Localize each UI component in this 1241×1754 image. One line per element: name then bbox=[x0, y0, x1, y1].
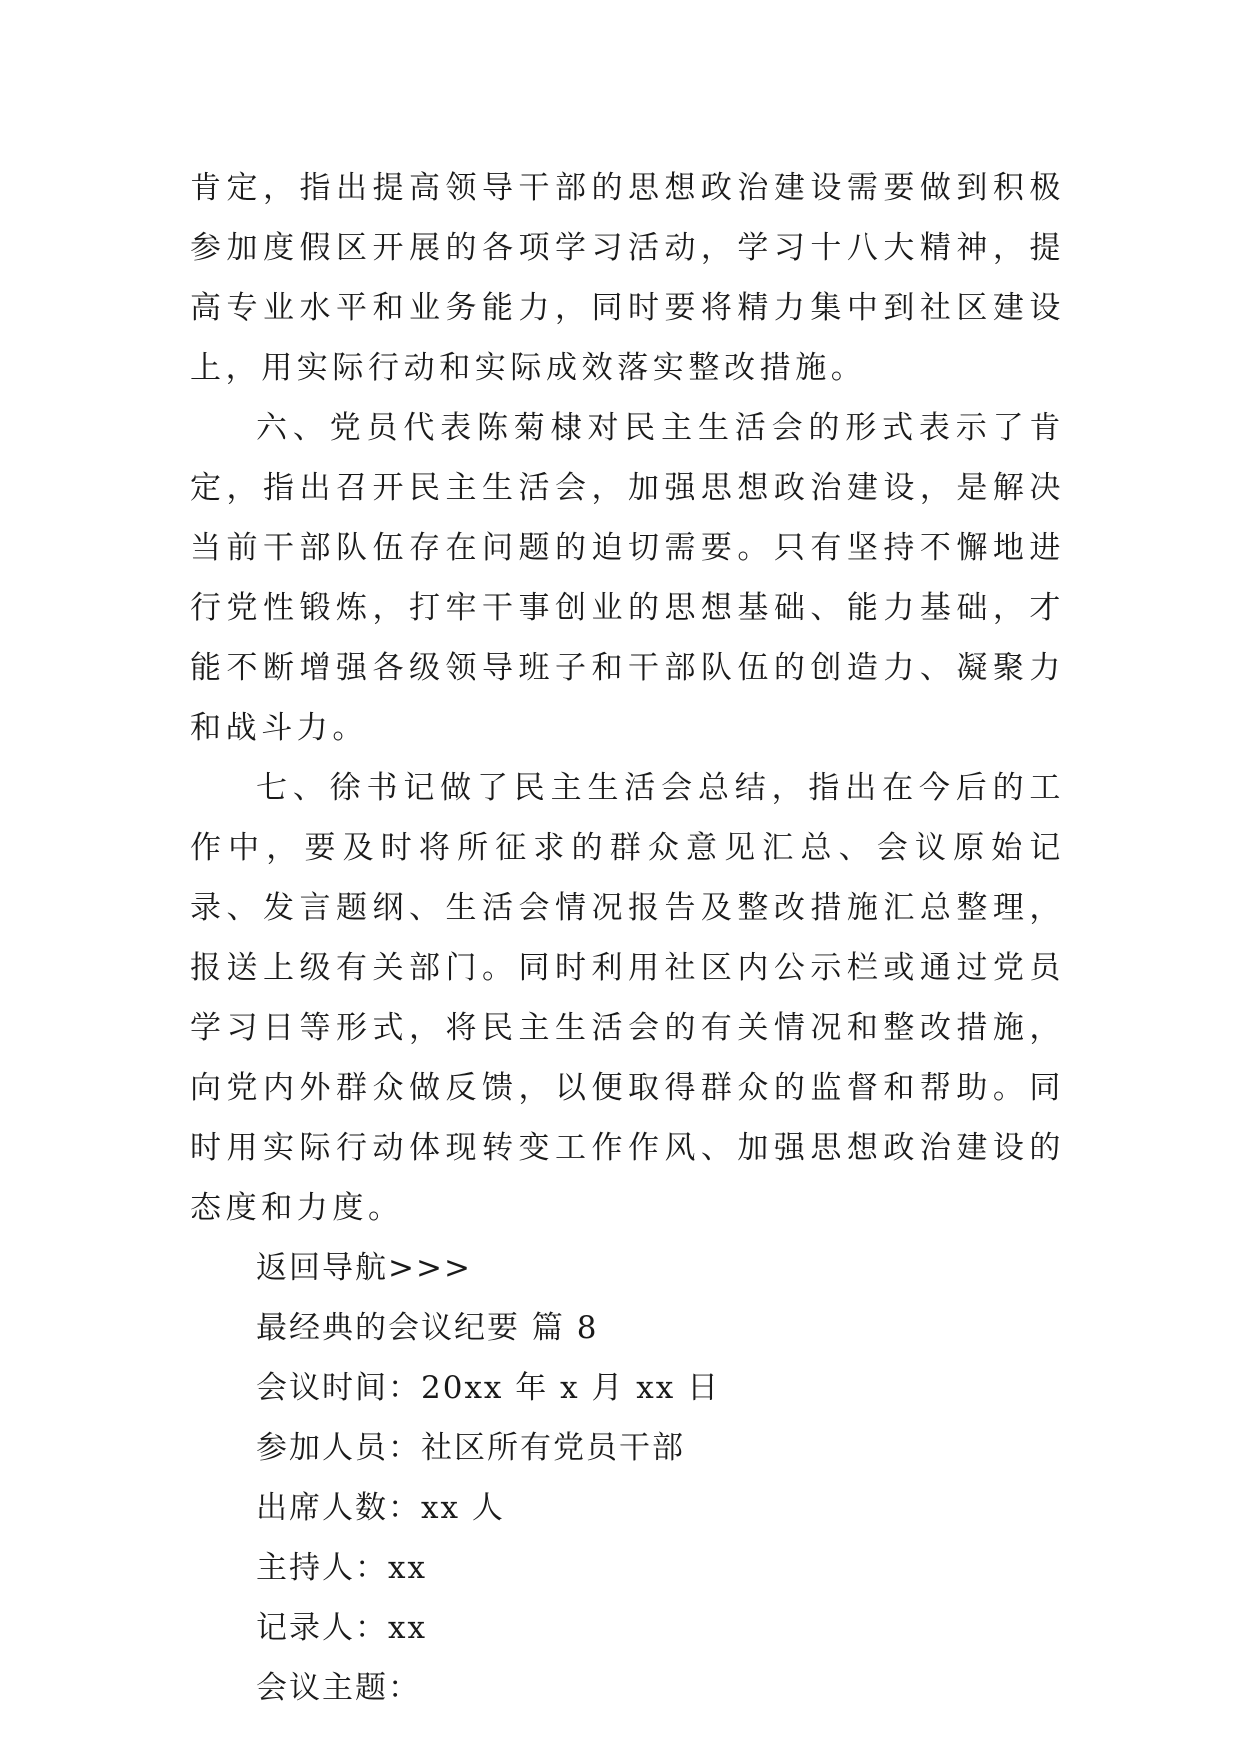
paragraph-item-six: 六、党员代表陈菊棣对民主生活会的形式表示了肯定，指出召开民主生活会，加强思想政治建设，是解决当前干部队伍存在问题的迫切需要。只有坚持不懈地进行党性锻炼，打牢干事创业的思想基础、能力基础，才能不断增强各级领导班子和干部队伍的创造力、凝聚力和战斗力。 bbox=[190, 410, 1065, 746]
document-body bbox=[190, 158, 1065, 1718]
paragraph-continued: 肯定，指出提高领导干部的思想政治建设需要做到积极参加度假区开展的各项学习活动，学习十八大精神，提高专业水平和业务能力，同时要将精力集中到社区建设上，用实际行动和实际成效落实整改措施。 bbox=[190, 170, 1065, 386]
back-to-navigation-link[interactable]: 返回导航>>> bbox=[256, 1250, 472, 1286]
attendance-count: 出席人数：xx 人 bbox=[256, 1490, 505, 1526]
back-nav-line bbox=[190, 1238, 1065, 1298]
meeting-topic: 会议主题： bbox=[256, 1670, 421, 1706]
meeting-host: 主持人：xx bbox=[256, 1550, 427, 1586]
meeting-attendees: 参加人员：社区所有党员干部 bbox=[256, 1430, 685, 1466]
meeting-time: 会议时间：20xx 年 x 月 xx 日 bbox=[256, 1370, 721, 1406]
section-title: 最经典的会议纪要 篇 8 bbox=[256, 1310, 599, 1346]
paragraph-item-seven: 七、徐书记做了民主生活会总结，指出在今后的工作中，要及时将所征求的群众意见汇总、会议原始记录、发言题纲、生活会情况报告及整改措施汇总整理，报送上级有关部门。同时利用社区内公示栏或通过党员学习日等形式，将民主生活会的有关情况和整改措施，向党内外群众做反馈，以便取得群众的监督和帮助。同时用实际行动体现转变工作作风、加强思想政治建设的态度和力度。 bbox=[190, 770, 1065, 1226]
meeting-recorder: 记录人：xx bbox=[256, 1610, 427, 1646]
